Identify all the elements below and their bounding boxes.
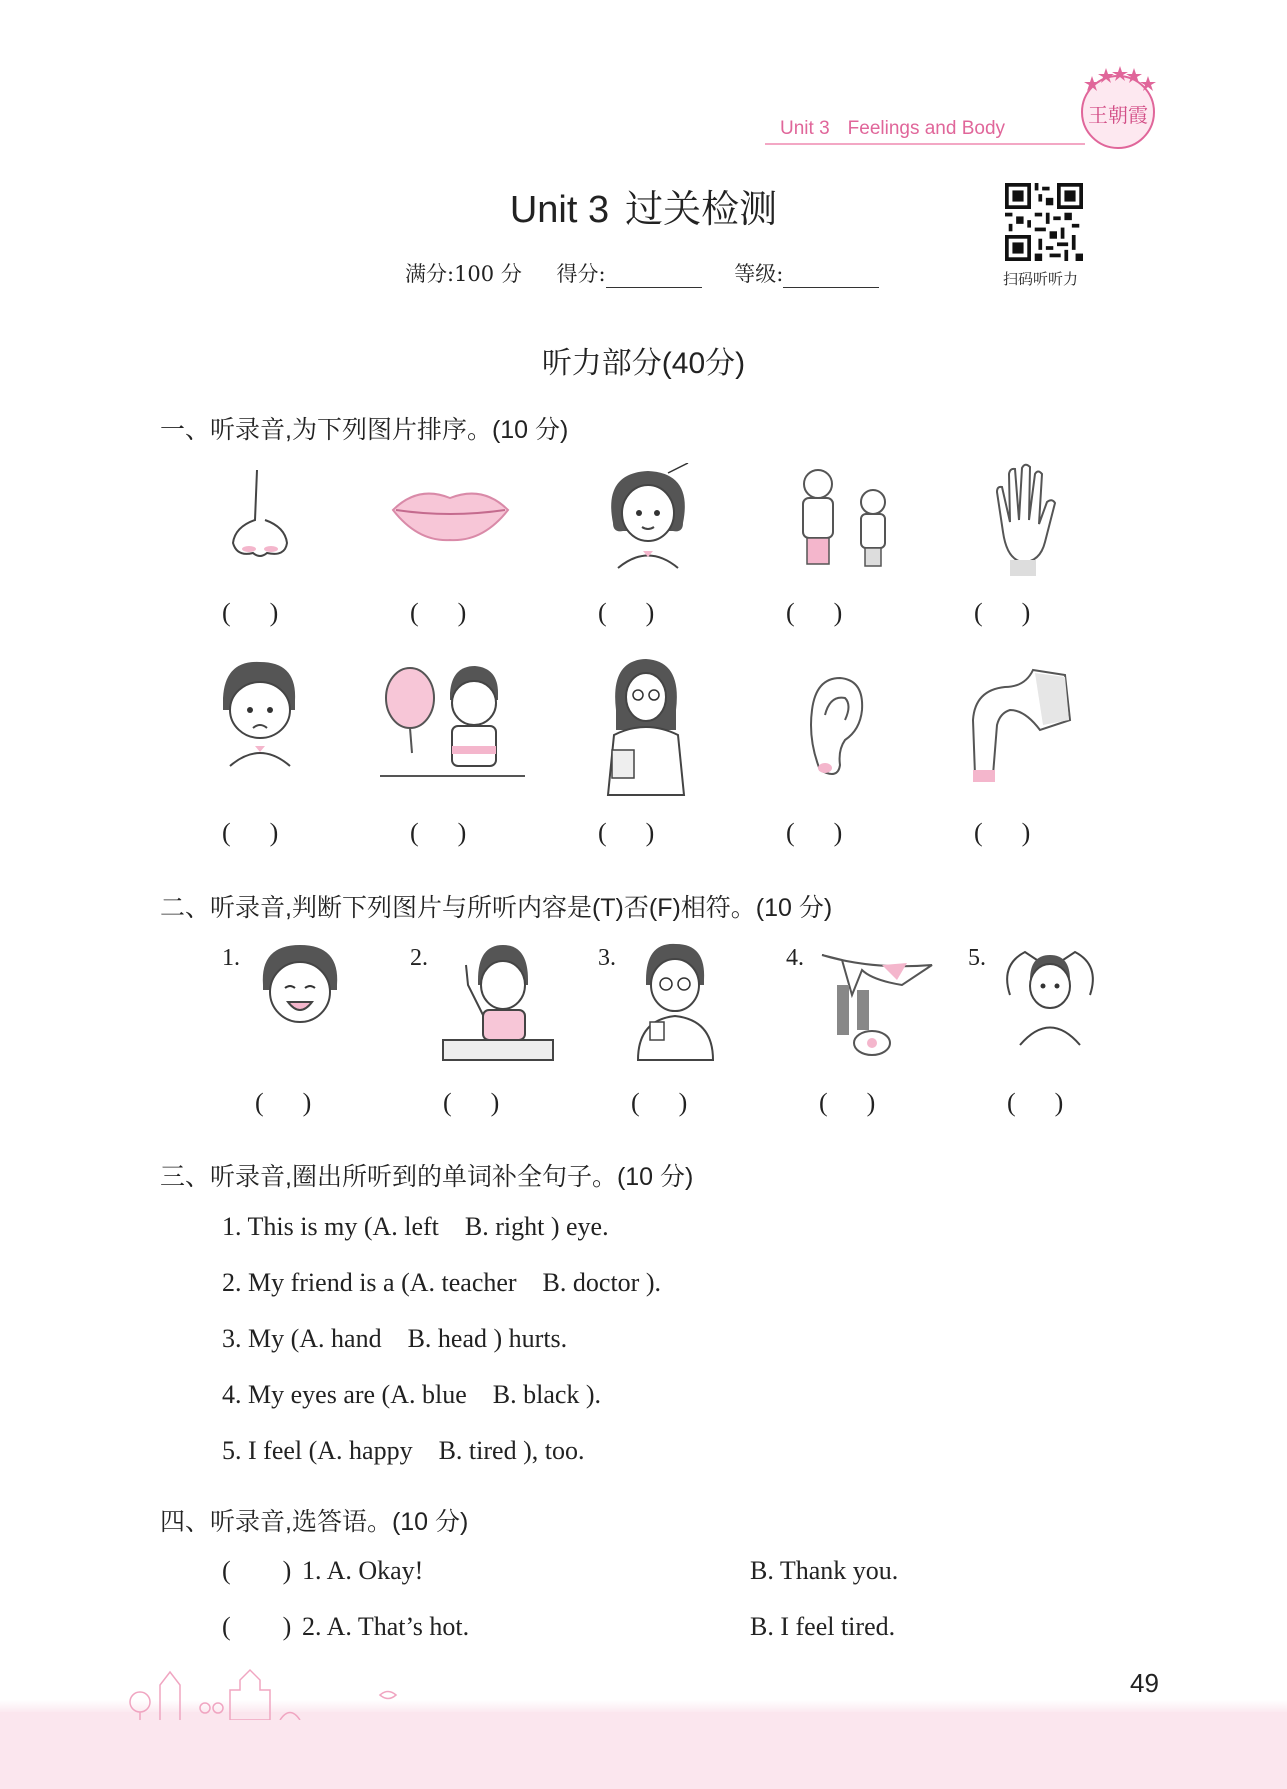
publisher-logo [1072, 62, 1164, 154]
score-row [405, 258, 879, 288]
title-unit: Unit 3 [509, 189, 610, 231]
sec3-item[interactable]: 2. My friend is a (A. teacher B. doctor ). [222, 1268, 661, 1297]
nose-image [215, 465, 305, 565]
sec2-number: 5. [968, 945, 986, 971]
sec4-option-b: B. Thank you. [750, 1556, 899, 1585]
answer-paren[interactable]: ( ) [410, 598, 467, 627]
laughing-boy-image [255, 940, 345, 1035]
legs-image [812, 945, 937, 1060]
man-glasses-drinking-image [628, 940, 723, 1065]
score-blank[interactable] [606, 267, 702, 288]
page-title [0, 178, 1287, 233]
answer-paren[interactable]: ( ) [1007, 1088, 1064, 1117]
answer-paren[interactable]: ( ) [598, 818, 655, 847]
boy-hands-on-head-image [995, 940, 1105, 1050]
sad-boy-image [215, 658, 305, 768]
answer-paren[interactable]: ( ) [631, 1088, 688, 1117]
sec2-number: 1. [222, 945, 240, 971]
answer-paren[interactable]: ( ) [443, 1088, 500, 1117]
answer-paren[interactable]: ( ) [974, 598, 1031, 627]
page-number: 49 [1130, 1668, 1159, 1698]
answer-paren[interactable]: ( ) [410, 818, 467, 847]
answer-paren[interactable]: ( ) [786, 598, 843, 627]
sec4-paren[interactable]: ( ) [222, 1556, 292, 1585]
logo-text: 王朝霞 [1088, 103, 1148, 127]
footer-band [0, 1712, 1287, 1789]
sec3-item[interactable]: 5. I feel (A. happy B. tired ), too. [222, 1436, 585, 1465]
sec3-item[interactable]: 3. My (A. hand B. head ) hurts. [222, 1324, 568, 1353]
header-rule [765, 143, 1085, 145]
sec2-number: 2. [410, 945, 428, 971]
doctor-image [598, 655, 693, 800]
answer-paren[interactable]: ( ) [974, 818, 1031, 847]
hand-image [985, 462, 1065, 577]
sec4-option-a: 2. A. That’s hot. [302, 1612, 470, 1641]
footer-castle-decoration [120, 1650, 420, 1720]
hair-girl-image [598, 463, 698, 573]
arm-image [965, 665, 1075, 790]
sec2-number: 3. [598, 945, 616, 971]
answer-paren[interactable]: ( ) [598, 598, 655, 627]
answer-paren[interactable]: ( ) [786, 818, 843, 847]
listening-part-title: 听力部分(40分) [541, 347, 746, 380]
sec4-option-a: 1. A. Okay! [302, 1556, 424, 1585]
qr-code-icon[interactable] [1005, 183, 1083, 261]
sec2-number: 4. [786, 945, 804, 971]
section4-heading: 四、听录音,选答语。(10 分) [160, 1508, 469, 1536]
score-label: 得分: [556, 262, 606, 286]
section2-heading: 二、听录音,判断下列图片与所听内容是(T)否(F)相符。(10 分) [160, 894, 833, 922]
answer-paren[interactable]: ( ) [222, 598, 279, 627]
answer-paren[interactable]: ( ) [819, 1088, 876, 1117]
qr-caption: 扫码听听力 [1003, 271, 1079, 288]
full-score: 满分:100 分 [405, 262, 522, 286]
mouth-image [388, 480, 513, 545]
section1-heading: 一、听录音,为下列图片排序。(10 分) [160, 416, 569, 444]
running-head-unit: Unit 3 [780, 118, 830, 139]
sec3-item[interactable]: 1. This is my (A. left B. right ) eye. [222, 1212, 609, 1241]
title-name: 过关检测 [625, 189, 778, 231]
grade-label: 等级: [734, 262, 784, 286]
hot-boy-fan-image [380, 658, 525, 783]
grade-blank[interactable] [783, 267, 879, 288]
answer-paren[interactable]: ( ) [255, 1088, 312, 1117]
sec4-paren[interactable]: ( ) [222, 1612, 292, 1641]
section3-heading: 三、听录音,圈出所听到的单词补全句子。(10 分) [160, 1163, 694, 1191]
ear-image [800, 670, 870, 785]
answer-paren[interactable]: ( ) [222, 818, 279, 847]
family-image [783, 462, 903, 572]
boy-raising-hand-image [438, 940, 558, 1065]
running-head-topic: Feelings and Body [847, 118, 1006, 139]
sec3-item[interactable]: 4. My eyes are (A. blue B. black ). [222, 1380, 602, 1409]
sec4-option-b: B. I feel tired. [750, 1612, 896, 1641]
running-head [780, 118, 1023, 140]
